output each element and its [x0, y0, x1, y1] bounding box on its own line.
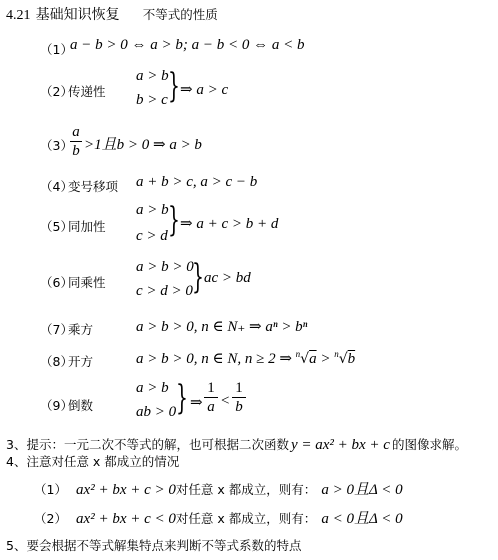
prop-3-frac-den: b	[72, 143, 80, 159]
case-1-number: （1）	[34, 482, 67, 497]
prop-9-cond2: ab > 0	[136, 404, 177, 420]
prop-5-result: ⇒ a + c > b + d	[180, 216, 279, 232]
prop-4-name: 变号移项	[68, 179, 119, 194]
prop-2-cond1: a > b	[136, 68, 169, 84]
prop-8-index-b: n	[334, 349, 339, 359]
case-1-text: 对任意 x 都成立，则有：	[175, 482, 317, 497]
item-4-title: 4、注意对任意 x 都成立的情况	[6, 454, 180, 469]
prop-9-frac1	[204, 380, 218, 415]
prop-9-frac2-den: b	[235, 399, 243, 415]
case-2-formula: ax² + bx + c < 0	[76, 511, 176, 527]
prop-5-cond1: a > b	[136, 202, 169, 218]
case-2-text: 对任意 x 都成立，则有：	[175, 511, 317, 526]
prop-7-formula: a > b > 0, n ∈ N₊ ⇒ aⁿ > bⁿ	[136, 319, 308, 335]
prop-4-number: （4）	[40, 179, 73, 194]
prop-6-cond2: c > d > 0	[136, 283, 193, 299]
prop-6-name: 同乘性	[68, 275, 106, 290]
item-3-formula: y = ax² + bx + c	[290, 437, 390, 453]
root-symbol-icon: √	[338, 351, 348, 367]
item-3-suffix: 的图像求解。	[391, 437, 467, 452]
item-3	[6, 434, 467, 454]
prop-6-cond1: a > b > 0	[136, 259, 194, 275]
prop-6-brace: }	[192, 257, 204, 297]
prop-9-number: （9）	[40, 398, 73, 413]
prop-1-number: （1）	[40, 42, 73, 57]
prop-9-frac2	[232, 380, 246, 415]
prop-5-brace: }	[168, 200, 180, 240]
prop-8-name: 开方	[68, 354, 94, 369]
prop-9-arrow: ⇒	[190, 395, 203, 411]
prop-1-formula: a − b > 0 ⇔ a > b; a − b < 0 ⇔ a < b	[70, 37, 305, 53]
prop-3-rest: >1且b > 0 ⇒ a > b	[84, 137, 202, 153]
case-1-formula: ax² + bx + c > 0	[76, 482, 176, 498]
prop-9-frac1-bar	[204, 397, 218, 398]
case-2-result: a < 0且Δ < 0	[321, 511, 403, 527]
prop-2-result: ⇒ a > c	[180, 82, 229, 98]
section-number: 4.21	[6, 8, 31, 23]
prop-2-name: 传递性	[68, 84, 106, 99]
prop-5-name: 同加性	[68, 219, 106, 234]
prop-6-result: ac > bd	[204, 270, 251, 286]
prop-3-frac-bar	[70, 141, 82, 142]
prop-9-cond1: a > b	[136, 380, 169, 396]
prop-9-frac1-den: a	[207, 399, 215, 415]
item-4-case-1	[34, 478, 403, 499]
case-2-number: （2）	[34, 511, 67, 526]
prop-9-frac1-num: 1	[207, 380, 215, 396]
prop-9-frac2-num: 1	[235, 380, 243, 396]
prop-3-number: （3）	[40, 138, 73, 153]
prop-8-number: （8）	[40, 354, 73, 369]
prop-9-lt: <	[221, 393, 230, 409]
prop-9-frac2-bar	[232, 397, 246, 398]
item-3-prefix: 3、提示：一元二次不等式的解，也可根据二次函数	[6, 437, 289, 452]
prop-8-radicand-a: a	[309, 351, 317, 367]
heading	[6, 4, 218, 24]
prop-8-formula	[136, 349, 355, 368]
prop-7-number: （7）	[40, 322, 73, 337]
prop-4-formula: a + b > c, a > c − b	[136, 174, 258, 190]
prop-3-fraction	[70, 124, 82, 159]
prop-8-gt: >	[316, 351, 335, 367]
prop-9-name: 倒数	[68, 398, 94, 413]
prop-8-index-a: n	[295, 349, 301, 359]
prop-8-lead: a > b > 0, n ∈ N, n ≥ 2 ⇒	[136, 351, 296, 367]
prop-2-brace: }	[168, 66, 180, 106]
prop-7-name: 乘方	[68, 322, 94, 337]
prop-5-number: （5）	[40, 219, 73, 234]
section-title: 基础知识恢复	[35, 7, 120, 23]
prop-3-frac-num: a	[72, 124, 80, 140]
prop-2-cond2: b > c	[136, 92, 168, 108]
prop-8-radicand-b: b	[347, 351, 356, 367]
root-symbol-icon: √	[300, 351, 310, 367]
case-1-result: a > 0且Δ < 0	[321, 482, 403, 498]
section-subtitle: 不等式的性质	[142, 7, 218, 22]
prop-2-number: （2）	[40, 84, 73, 99]
item-5: 5、要会根据不等式解集特点来判断不等式系数的特点	[6, 538, 302, 553]
prop-5-cond2: c > d	[136, 228, 168, 244]
item-4-case-2	[34, 507, 403, 528]
prop-6-number: （6）	[40, 275, 73, 290]
prop-9-brace: }	[176, 378, 188, 418]
